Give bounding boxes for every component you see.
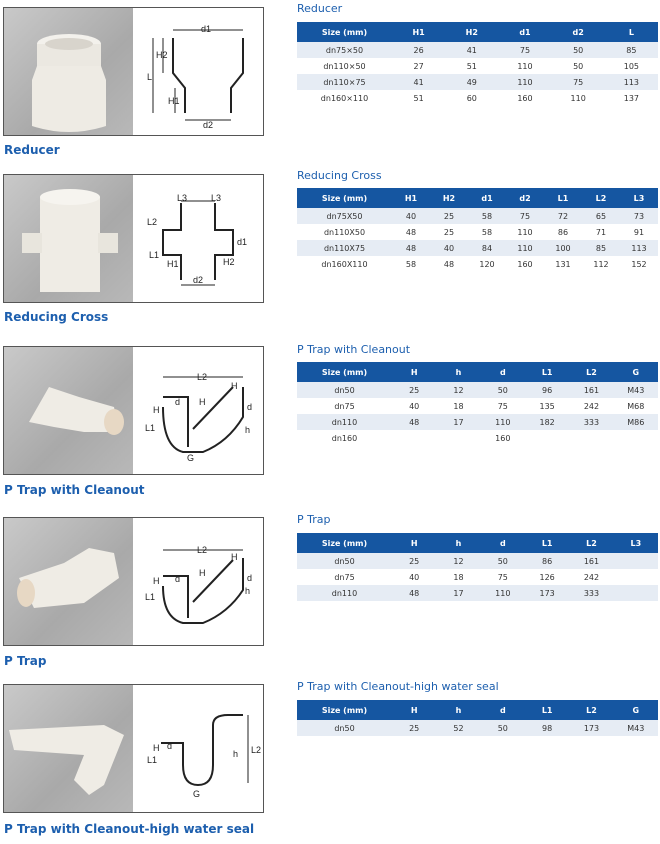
table-cell: 152 — [631, 259, 647, 269]
table-cell: dn50 — [297, 720, 392, 736]
diagram-label: H — [231, 381, 238, 391]
diagram-label: d2 — [203, 120, 214, 130]
spec-table — [297, 533, 658, 601]
table-row — [297, 240, 658, 256]
table-cell: 40 — [409, 572, 420, 582]
table-cell: 85 — [582, 240, 620, 256]
table-cell: 18 — [453, 401, 464, 411]
column-header: H — [392, 533, 436, 553]
product-caption: P Trap with Cleanout-high water seal — [4, 822, 255, 836]
table-cell: 105 — [623, 61, 640, 71]
table-cell: 333 — [569, 414, 613, 430]
section-title: P Trap with Cleanout-high water seal — [297, 680, 499, 693]
column-header: Size (mm) — [297, 362, 392, 382]
table-cell: 173 — [569, 720, 613, 736]
table-cell: 131 — [555, 259, 571, 269]
table-row — [297, 74, 658, 90]
table-cell: 50 — [481, 382, 525, 398]
table-row — [297, 414, 658, 430]
column-header: H — [392, 700, 436, 720]
reducing-cross-photo — [4, 175, 133, 302]
table-cell: 182 — [525, 414, 569, 430]
table-cell: 40 — [430, 240, 468, 256]
p-trap-diagram — [133, 518, 263, 645]
column-header: L2 — [569, 362, 613, 382]
diagram-label: d — [247, 573, 253, 583]
diagram-label: H1 — [168, 96, 180, 106]
table-cell: 71 — [595, 227, 607, 237]
table-cell: 25 — [392, 553, 436, 569]
diagram-label: L2 — [197, 545, 208, 555]
column-header: L1 — [544, 188, 582, 208]
diagram-label: L — [147, 72, 153, 82]
reducing-cross-diagram — [133, 175, 263, 302]
p-trap-panel — [3, 517, 264, 646]
table-cell: 110 — [498, 74, 551, 90]
diagram-label: L1 — [145, 423, 156, 433]
diagram-label: L2 — [147, 217, 158, 227]
diagram-label: d — [247, 402, 253, 412]
p-trap-high-seal-panel — [3, 684, 264, 813]
table-cell: 110 — [481, 414, 525, 430]
table-cell: 40 — [392, 208, 430, 224]
table-header-row — [297, 188, 658, 208]
reducing-cross-panel — [3, 174, 264, 303]
table-cell: 160 — [495, 433, 511, 443]
diagram-label: H — [153, 405, 160, 415]
column-header: d2 — [506, 188, 544, 208]
column-header: Size (mm) — [297, 188, 392, 208]
diagram-label: h — [245, 425, 251, 435]
table-row — [297, 398, 658, 414]
table-row — [297, 208, 658, 224]
table-row — [297, 430, 658, 446]
diagram-label: G — [193, 789, 201, 799]
table-cell: 84 — [468, 240, 506, 256]
table-row — [297, 569, 658, 585]
p-trap-photo — [4, 518, 133, 645]
table-cell: 41 — [445, 42, 498, 58]
table-cell: 86 — [525, 553, 569, 569]
table-cell: 333 — [569, 585, 613, 601]
diagram-label: L2 — [251, 745, 262, 755]
reducing-cross-photo-image — [4, 175, 133, 302]
table-cell: 137 — [623, 93, 640, 103]
column-header: d1 — [498, 22, 551, 42]
table-cell: dn110X75 — [297, 240, 392, 256]
diagram-label: H — [153, 743, 160, 753]
table-cell: 26 — [392, 42, 445, 58]
column-header: h — [436, 362, 480, 382]
p-trap-cleanout-panel — [3, 346, 264, 475]
table-header-row — [297, 22, 658, 42]
table-cell: 91 — [633, 227, 645, 237]
p-trap-high-seal-photo — [4, 685, 133, 812]
diagram-label: H1 — [167, 259, 179, 269]
table-row — [297, 720, 658, 736]
table-row — [297, 585, 658, 601]
diagram-label: d2 — [193, 275, 204, 285]
table-cell: 60 — [466, 93, 477, 103]
column-header: L3 — [620, 188, 658, 208]
table-cell: dn110 — [297, 414, 392, 430]
table-cell — [436, 430, 480, 446]
table-cell: 135 — [539, 401, 555, 411]
table-cell: 40 — [409, 401, 420, 411]
table-row — [297, 42, 658, 58]
diagram-label: h — [233, 749, 239, 759]
diagram-label: L1 — [145, 592, 156, 602]
table-cell: 12 — [436, 382, 480, 398]
table-cell: 25 — [443, 227, 455, 237]
table-cell: 161 — [569, 382, 613, 398]
diagram-label: G — [187, 453, 195, 463]
table-row — [297, 90, 658, 106]
spec-table — [297, 362, 658, 446]
table-cell: 48 — [392, 414, 436, 430]
column-header: h — [436, 533, 480, 553]
diagram-label: L1 — [147, 755, 158, 765]
table-cell: 25 — [392, 382, 436, 398]
column-header: H — [392, 362, 436, 382]
column-header: d2 — [552, 22, 605, 42]
table-cell: 86 — [557, 227, 569, 237]
table-cell: 50 — [552, 42, 605, 58]
table-cell: 25 — [392, 720, 436, 736]
table-cell: M43 — [614, 382, 658, 398]
reducer-photo — [4, 8, 133, 135]
p-trap-high-seal-photo-image — [4, 685, 133, 812]
product-caption: P Trap with Cleanout — [4, 483, 145, 497]
table-header-row — [297, 700, 658, 720]
table-cell: 173 — [525, 585, 569, 601]
column-header: L1 — [525, 533, 569, 553]
diagram-label: d — [167, 741, 173, 751]
table-row — [297, 382, 658, 398]
p-trap-photo-image — [4, 518, 133, 645]
table-cell: M68 — [627, 401, 645, 411]
table-cell: 51 — [413, 93, 424, 103]
diagram-label: d — [175, 397, 181, 407]
diagram-label: H2 — [223, 257, 235, 267]
table-cell: 65 — [582, 208, 620, 224]
table-cell: dn160×110 — [320, 93, 369, 103]
column-header: d — [481, 533, 525, 553]
reducer-diagram — [133, 8, 263, 135]
table-cell: dn75X50 — [297, 208, 392, 224]
table-cell: 242 — [583, 572, 600, 582]
table-cell: 113 — [605, 74, 658, 90]
reducer-panel — [3, 7, 264, 136]
column-header: L2 — [582, 188, 620, 208]
table-cell: 75 — [498, 42, 551, 58]
section-title: P Trap with Cleanout — [297, 343, 411, 356]
column-header: Size (mm) — [297, 700, 392, 720]
product-caption: P Trap — [4, 654, 47, 668]
table-cell: 126 — [539, 572, 555, 582]
table-cell: 17 — [436, 585, 480, 601]
table-cell: 12 — [436, 553, 480, 569]
table-cell: 41 — [392, 74, 445, 90]
diagram-label: H2 — [156, 50, 168, 60]
table-cell: 160 — [517, 93, 533, 103]
diagram-label: h — [245, 586, 251, 596]
p-trap-cleanout-diagram — [133, 347, 263, 474]
diagram-label: d — [175, 574, 181, 584]
table-cell: 160 — [517, 259, 533, 269]
column-header: Size (mm) — [297, 533, 392, 553]
table-header-row — [297, 533, 658, 553]
p-trap-cleanout-photo-image — [4, 347, 133, 474]
table-cell: 98 — [525, 720, 569, 736]
table-cell: dn160 — [331, 433, 358, 443]
column-header: L2 — [569, 700, 613, 720]
table-cell: 110 — [481, 585, 525, 601]
reducer-photo-image — [4, 8, 133, 135]
column-header: H2 — [430, 188, 468, 208]
table-cell: 110 — [506, 240, 544, 256]
column-header: d1 — [468, 188, 506, 208]
column-header: L3 — [614, 533, 658, 553]
table-header-row — [297, 362, 658, 382]
table-cell: 17 — [436, 414, 480, 430]
table-cell — [614, 553, 658, 569]
table-cell: 51 — [466, 61, 477, 71]
table-cell: 85 — [605, 42, 658, 58]
diagram-label: d1 — [237, 237, 248, 247]
diagram-label: H — [231, 552, 238, 562]
column-header: d — [481, 700, 525, 720]
column-header: Size (mm) — [297, 22, 392, 42]
table-cell: 75 — [497, 572, 508, 582]
diagram-label: d1 — [201, 24, 212, 34]
table-cell: dn50 — [297, 553, 392, 569]
table-cell: dn75 — [334, 401, 355, 411]
table-cell: 48 — [405, 227, 417, 237]
table-cell: dn75 — [334, 572, 355, 582]
column-header: H1 — [392, 188, 430, 208]
product-caption: Reducing Cross — [4, 310, 109, 324]
table-cell: 242 — [583, 401, 600, 411]
table-cell: 48 — [443, 259, 455, 269]
table-cell: 50 — [481, 720, 525, 736]
table-cell: dn110X50 — [323, 227, 366, 237]
table-cell: dn75×50 — [297, 42, 392, 58]
table-cell: 96 — [525, 382, 569, 398]
table-cell: dn110×50 — [323, 61, 366, 71]
column-header: L2 — [569, 533, 613, 553]
table-cell: M43 — [614, 720, 658, 736]
table-cell: 25 — [430, 208, 468, 224]
table-cell: 120 — [479, 259, 495, 269]
table-cell: M86 — [614, 414, 658, 430]
table-cell: 27 — [413, 61, 424, 71]
table-cell: 110 — [517, 227, 533, 237]
p-trap-high-seal-diagram — [133, 685, 263, 812]
spec-table — [297, 700, 658, 736]
column-header: h — [436, 700, 480, 720]
section-title: Reducer — [297, 2, 343, 15]
table-cell: dn110×75 — [297, 74, 392, 90]
table-cell: 73 — [620, 208, 658, 224]
table-cell: 113 — [620, 240, 658, 256]
column-header: L1 — [525, 362, 569, 382]
table-cell — [392, 430, 436, 446]
table-cell: 58 — [405, 259, 417, 269]
table-cell — [614, 569, 658, 585]
column-header: H2 — [445, 22, 498, 42]
table-cell: 58 — [481, 227, 493, 237]
column-header: H1 — [392, 22, 445, 42]
spec-table — [297, 188, 658, 272]
diagram-label: H — [153, 576, 160, 586]
table-cell: 75 — [506, 208, 544, 224]
table-cell: 110 — [570, 93, 586, 103]
table-cell: 75 — [497, 401, 508, 411]
table-cell: 49 — [445, 74, 498, 90]
table-cell: 100 — [544, 240, 582, 256]
table-cell: 112 — [593, 259, 609, 269]
table-cell — [614, 430, 658, 446]
diagram-label: H — [199, 397, 206, 407]
table-cell: dn110 — [297, 585, 392, 601]
table-cell: 52 — [436, 720, 480, 736]
column-header: L — [605, 22, 658, 42]
section-title: Reducing Cross — [297, 169, 382, 182]
diagram-label: L3 — [211, 193, 222, 203]
table-cell: dn160X110 — [321, 259, 368, 269]
table-cell — [614, 585, 658, 601]
table-row — [297, 553, 658, 569]
column-header: G — [614, 700, 658, 720]
section-title: P Trap — [297, 513, 331, 526]
table-cell: 18 — [453, 572, 464, 582]
diagram-label: L3 — [177, 193, 188, 203]
column-header: G — [614, 362, 658, 382]
table-row — [297, 58, 658, 74]
table-cell: dn50 — [297, 382, 392, 398]
table-row — [297, 256, 658, 272]
table-cell: 75 — [552, 74, 605, 90]
p-trap-cleanout-photo — [4, 347, 133, 474]
table-cell: 110 — [517, 61, 533, 71]
column-header: d — [481, 362, 525, 382]
table-row — [297, 224, 658, 240]
diagram-label: L1 — [149, 250, 160, 260]
table-cell: 50 — [573, 61, 584, 71]
diagram-label: L2 — [197, 372, 208, 382]
table-cell — [569, 430, 613, 446]
table-cell: 48 — [392, 240, 430, 256]
diagram-label: H — [199, 568, 206, 578]
product-caption: Reducer — [4, 143, 60, 157]
table-cell — [525, 430, 569, 446]
table-cell: 161 — [569, 553, 613, 569]
column-header: L1 — [525, 700, 569, 720]
table-cell: 48 — [392, 585, 436, 601]
spec-table — [297, 22, 658, 106]
table-cell: 58 — [468, 208, 506, 224]
table-cell: 50 — [481, 553, 525, 569]
table-cell: 72 — [544, 208, 582, 224]
